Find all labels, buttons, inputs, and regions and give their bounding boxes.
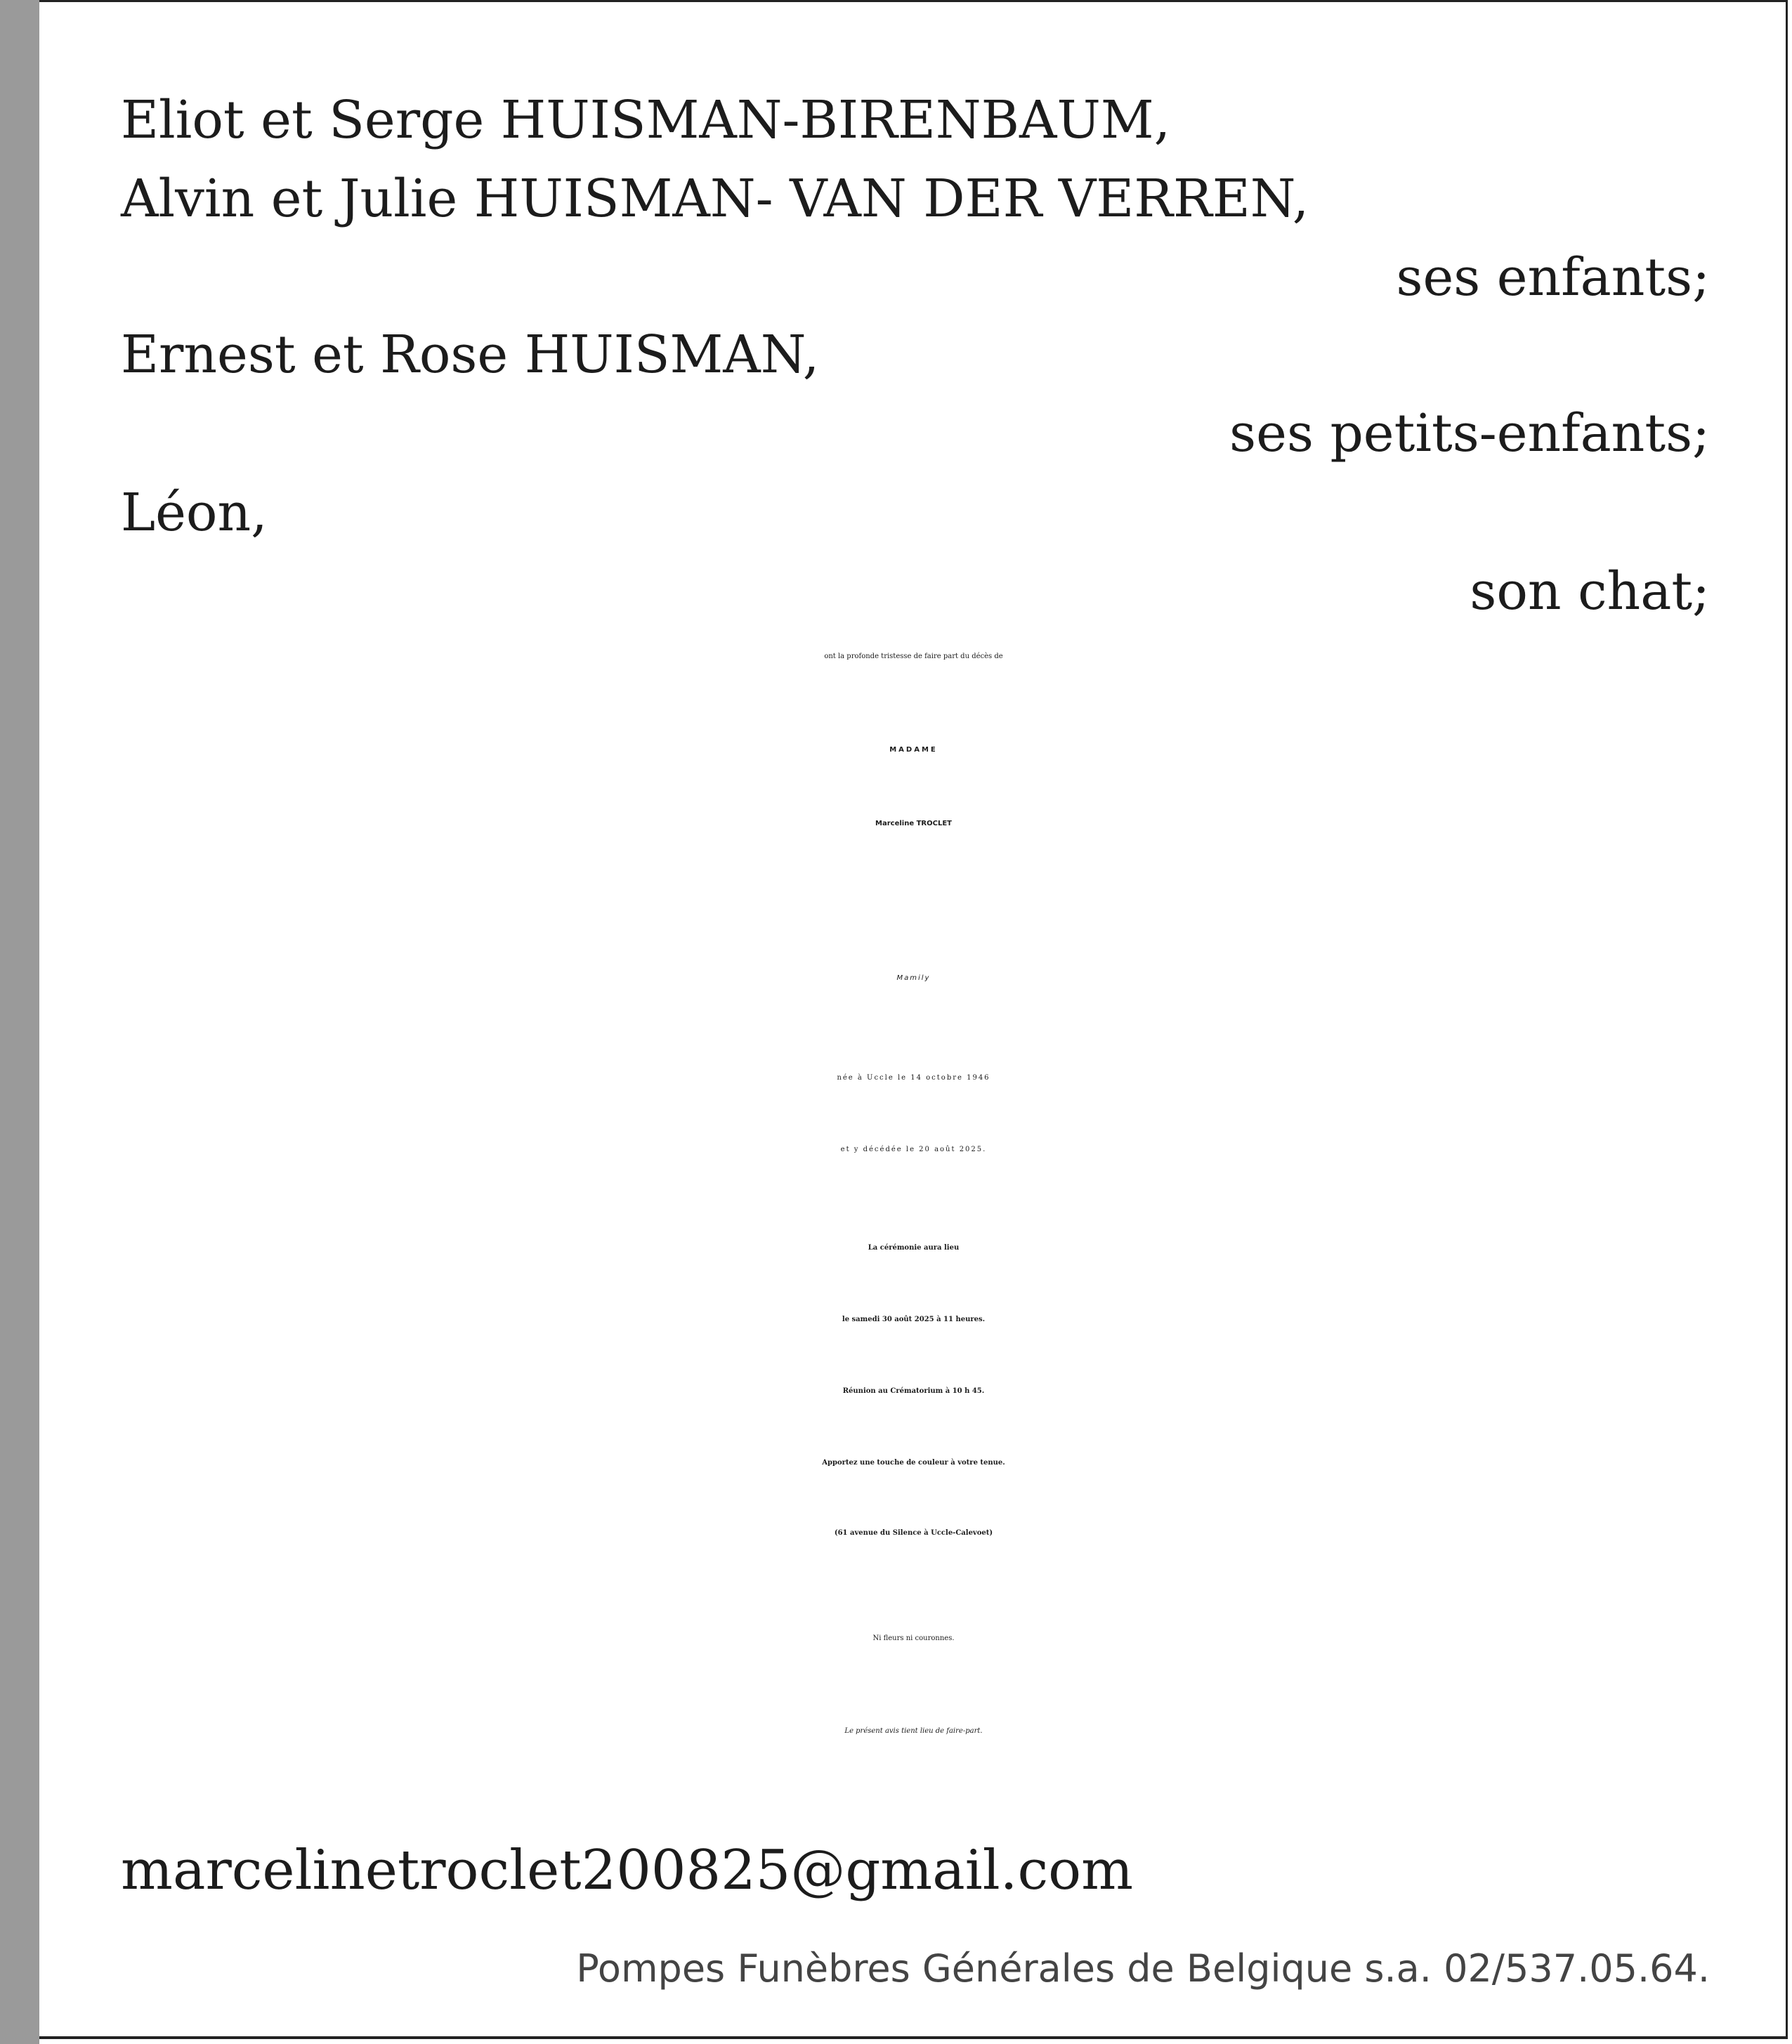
cat-label: son chat; bbox=[1470, 561, 1710, 622]
funeral-home-credit: Pompes Funèbres Générales de Belgique s.a. 02/537.05.64. bbox=[576, 1946, 1710, 1991]
ceremony-line-4: Apportez une touche de couleur à votre tenue. bbox=[822, 1459, 1005, 1467]
ceremony-line-1: La cérémonie aura lieu bbox=[868, 1244, 960, 1252]
deceased-nickname: Mamily bbox=[896, 974, 931, 982]
deceased-name: Marceline TROCLET bbox=[875, 820, 952, 827]
death-text: et y décédée le 20 août 2025. bbox=[840, 1146, 987, 1153]
ceremony-line-2: le samedi 30 août 2025 à 11 heures. bbox=[842, 1316, 986, 1323]
children-label: ses enfants; bbox=[1396, 247, 1710, 308]
deceased-title: MADAME bbox=[889, 746, 938, 754]
birth-text: née à Uccle le 14 octobre 1946 bbox=[837, 1074, 990, 1082]
ceremony-line-5: (61 avenue du Silence à Uccle-Calevoet) bbox=[834, 1529, 993, 1537]
family-line-2: Alvin et Julie HUISMAN- VAN DER VERREN, bbox=[121, 169, 1309, 229]
family-line-1: Eliot et Serge HUISMAN-BIRENBAUM, bbox=[121, 90, 1171, 150]
left-gray-bar bbox=[0, 0, 39, 2044]
contact-email[interactable]: marcelinetroclet200825@gmail.com bbox=[121, 1839, 1134, 1902]
family-line-4: Léon, bbox=[121, 483, 268, 543]
ceremony-line-3: Réunion au Crématorium à 10 h 45. bbox=[842, 1387, 985, 1395]
family-line-3: Ernest et Rose HUISMAN, bbox=[121, 325, 820, 385]
grandchildren-label: ses petits-enfants; bbox=[1229, 403, 1710, 464]
no-flowers-text: Ni fleurs ni couronnes. bbox=[872, 1634, 955, 1642]
notice-text: Le présent avis tient lieu de faire-part. bbox=[844, 1727, 983, 1735]
announcement-text: ont la profonde tristesse de faire part du décès de bbox=[824, 653, 1003, 660]
